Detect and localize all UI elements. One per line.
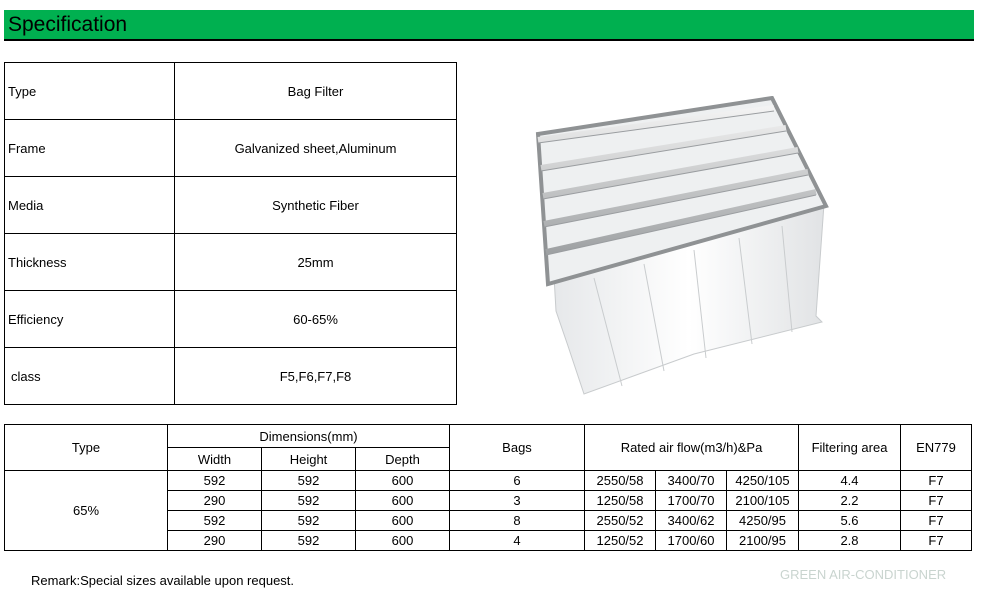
- watermark-text: GREEN AIR-CONDITIONER: [780, 567, 947, 582]
- spec-value: Bag Filter: [175, 63, 457, 120]
- cell-width: 290: [168, 531, 262, 551]
- spec-value: Galvanized sheet,Aluminum: [175, 120, 457, 177]
- col-header-width: Width: [168, 448, 262, 471]
- spec-row: [5, 234, 457, 291]
- cell-height: 592: [262, 511, 356, 531]
- col-header-height: Height: [262, 448, 356, 471]
- cell-airflow-3: 2100/95: [727, 531, 799, 551]
- cell-airflow-1: 1250/58: [585, 491, 656, 511]
- spec-row: [5, 348, 457, 405]
- col-header-filtering-area: Filtering area: [799, 425, 901, 471]
- col-header-bags: Bags: [450, 425, 585, 471]
- section-title: Specification: [8, 13, 128, 36]
- cell-filtering-area: 2.2: [799, 491, 901, 511]
- cell-airflow-1: 1250/52: [585, 531, 656, 551]
- spec-value: 25mm: [175, 234, 457, 291]
- cell-height: 592: [262, 531, 356, 551]
- cell-airflow-2: 3400/70: [656, 471, 727, 491]
- col-header-airflow: Rated air flow(m3/h)&Pa: [585, 425, 799, 471]
- dimensions-table: [4, 424, 972, 551]
- cell-bags: 3: [450, 491, 585, 511]
- cell-airflow-2: 1700/60: [656, 531, 727, 551]
- cell-depth: 600: [356, 511, 450, 531]
- spec-value: Synthetic Fiber: [175, 177, 457, 234]
- cell-en779: F7: [901, 531, 972, 551]
- cell-bags: 8: [450, 511, 585, 531]
- cell-airflow-3: 2100/105: [727, 491, 799, 511]
- spec-key: Frame: [5, 120, 175, 177]
- table-row: [5, 471, 972, 491]
- cell-depth: 600: [356, 471, 450, 491]
- spec-key: Type: [5, 63, 175, 120]
- cell-width: 592: [168, 471, 262, 491]
- spec-table: [4, 62, 457, 405]
- spec-key: Media: [5, 177, 175, 234]
- cell-depth: 600: [356, 491, 450, 511]
- col-header-en779: EN779: [901, 425, 972, 471]
- cell-en779: F7: [901, 511, 972, 531]
- spec-row: [5, 177, 457, 234]
- cell-airflow-2: 3400/62: [656, 511, 727, 531]
- spec-row: [5, 291, 457, 348]
- cell-height: 592: [262, 491, 356, 511]
- cell-airflow-2: 1700/70: [656, 491, 727, 511]
- spec-key: class: [5, 348, 175, 405]
- header-row: [5, 425, 972, 448]
- cell-bags: 4: [450, 531, 585, 551]
- cell-filtering-area: 2.8: [799, 531, 901, 551]
- cell-en779: F7: [901, 491, 972, 511]
- type-value: 65%: [5, 471, 168, 551]
- cell-filtering-area: 5.6: [799, 511, 901, 531]
- cell-airflow-3: 4250/105: [727, 471, 799, 491]
- remark-text: Remark:Special sizes available upon request.: [31, 573, 295, 588]
- cell-depth: 600: [356, 531, 450, 551]
- cell-airflow-3: 4250/95: [727, 511, 799, 531]
- spec-value: 60-65%: [175, 291, 457, 348]
- spec-key: Thickness: [5, 234, 175, 291]
- cell-width: 290: [168, 491, 262, 511]
- spec-row: [5, 63, 457, 120]
- cell-height: 592: [262, 471, 356, 491]
- cell-airflow-1: 2550/58: [585, 471, 656, 491]
- section-header: [4, 10, 974, 41]
- spec-row: [5, 120, 457, 177]
- bag-filter-photo: [524, 96, 830, 396]
- spec-value: F5,F6,F7,F8: [175, 348, 457, 405]
- cell-airflow-1: 2550/52: [585, 511, 656, 531]
- spec-key: Efficiency: [5, 291, 175, 348]
- cell-en779: F7: [901, 471, 972, 491]
- cell-filtering-area: 4.4: [799, 471, 901, 491]
- col-header-dimensions: Dimensions(mm): [168, 425, 450, 448]
- cell-bags: 6: [450, 471, 585, 491]
- cell-width: 592: [168, 511, 262, 531]
- col-header-type: Type: [5, 425, 168, 471]
- col-header-depth: Depth: [356, 448, 450, 471]
